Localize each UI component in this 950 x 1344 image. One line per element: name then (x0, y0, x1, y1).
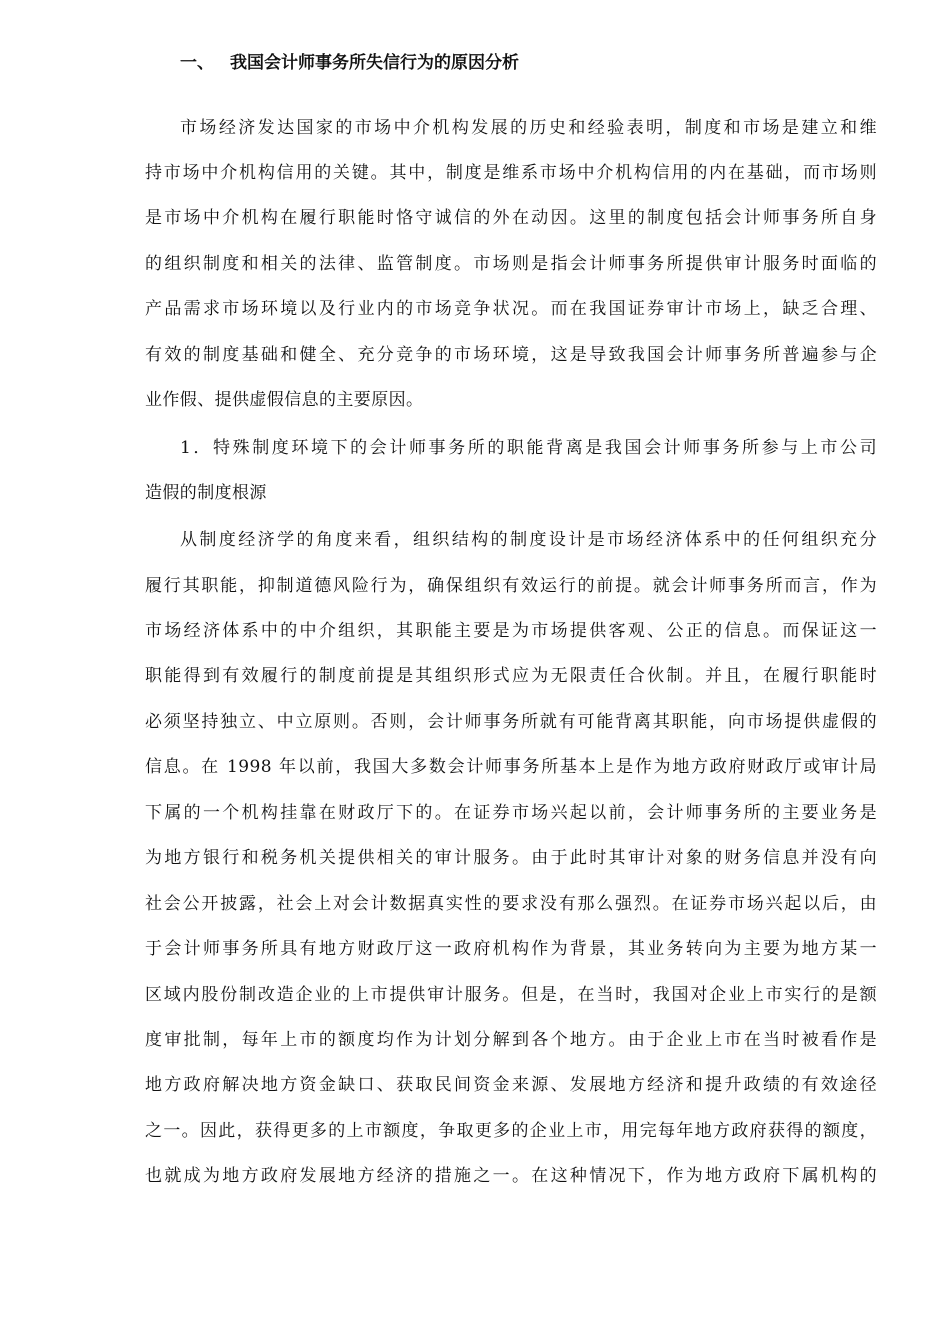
paragraph-line: 信息。在 1998 年以前，我国大多数会计师事务所基本上是作为地方政府财政厅或审计局 (145, 757, 877, 777)
paragraph-line: 职能得到有效履行的制度前提是其组织形式应为无限责任合伙制。并且，在履行职能时 (145, 666, 877, 686)
paragraph-line: 社会公开披露，社会上对会计数据真实性的要求没有那么强烈。在证券市场兴起以后，由 (145, 894, 877, 914)
paragraph-line: 为地方银行和税务机关提供相关的审计服务。由于此时其审计对象的财务信息并没有向 (145, 848, 877, 868)
paragraph-line: 持市场中介机构信用的关键。其中，制度是维系市场中介机构信用的内在基础，而市场则 (145, 163, 877, 183)
paragraph-line: 必须坚持独立、中立原则。否则，会计师事务所就有可能背离其职能，向市场提供虚假的 (145, 712, 877, 732)
paragraph-line: 1．特殊制度环境下的会计师事务所的职能背离是我国会计师事务所参与上市公司 (180, 438, 877, 458)
paragraph-line: 之一。因此，获得更多的上市额度，争取更多的企业上市，用完每年地方政府获得的额度， (145, 1121, 877, 1141)
paragraph-line: 的组织制度和相关的法律、监管制度。市场则是指会计师事务所提供审计服务时面临的 (145, 254, 877, 274)
paragraph-line: 产品需求市场环境以及行业内的市场竞争状况。而在我国证券审计市场上，缺乏合理、 (145, 299, 877, 319)
paragraph-line: 度审批制，每年上市的额度均作为计划分解到各个地方。由于企业上市在当时被看作是 (145, 1030, 877, 1050)
paragraph-line: 造假的制度根源 (145, 483, 267, 503)
paragraph-line: 市场经济体系中的中介组织，其职能主要是为市场提供客观、公正的信息。而保证这一 (145, 621, 877, 641)
paragraph-line: 于会计师事务所具有地方财政厅这一政府机构作为背景，其业务转向为主要为地方某一 (145, 939, 877, 959)
paragraph-line: 履行其职能，抑制道德风险行为，确保组织有效运行的前提。就会计师事务所而言，作为 (145, 576, 877, 596)
paragraph-line: 区域内股份制改造企业的上市提供审计服务。但是，在当时，我国对企业上市实行的是额 (145, 985, 877, 1005)
paragraph-line: 是市场中介机构在履行职能时恪守诚信的外在动因。这里的制度包括会计师事务所自身 (145, 208, 877, 228)
section-number: 一、 (180, 53, 214, 73)
paragraph-line: 下属的一个机构挂靠在财政厅下的。在证券市场兴起以前，会计师事务所的主要业务是 (145, 803, 877, 823)
paragraph-line: 也就成为地方政府发展地方经济的措施之一。在这种情况下，作为地方政府下属机构的 (145, 1166, 877, 1186)
paragraph-line: 市场经济发达国家的市场中介机构发展的历史和经验表明，制度和市场是建立和维 (180, 118, 877, 138)
paragraph-line: 从制度经济学的角度来看，组织结构的制度设计是市场经济体系中的任何组织充分 (180, 530, 877, 550)
paragraph-line: 地方政府解决地方资金缺口、获取民间资金来源、发展地方经济和提升政绩的有效途径 (145, 1075, 877, 1095)
section-title: 我国会计师事务所失信行为的原因分析 (230, 53, 519, 73)
paragraph-line: 业作假、提供虚假信息的主要原因。 (145, 390, 424, 410)
paragraph-line: 有效的制度基础和健全、充分竞争的市场环境，这是导致我国会计师事务所普遍参与企 (145, 345, 877, 365)
section-heading (180, 50, 519, 76)
